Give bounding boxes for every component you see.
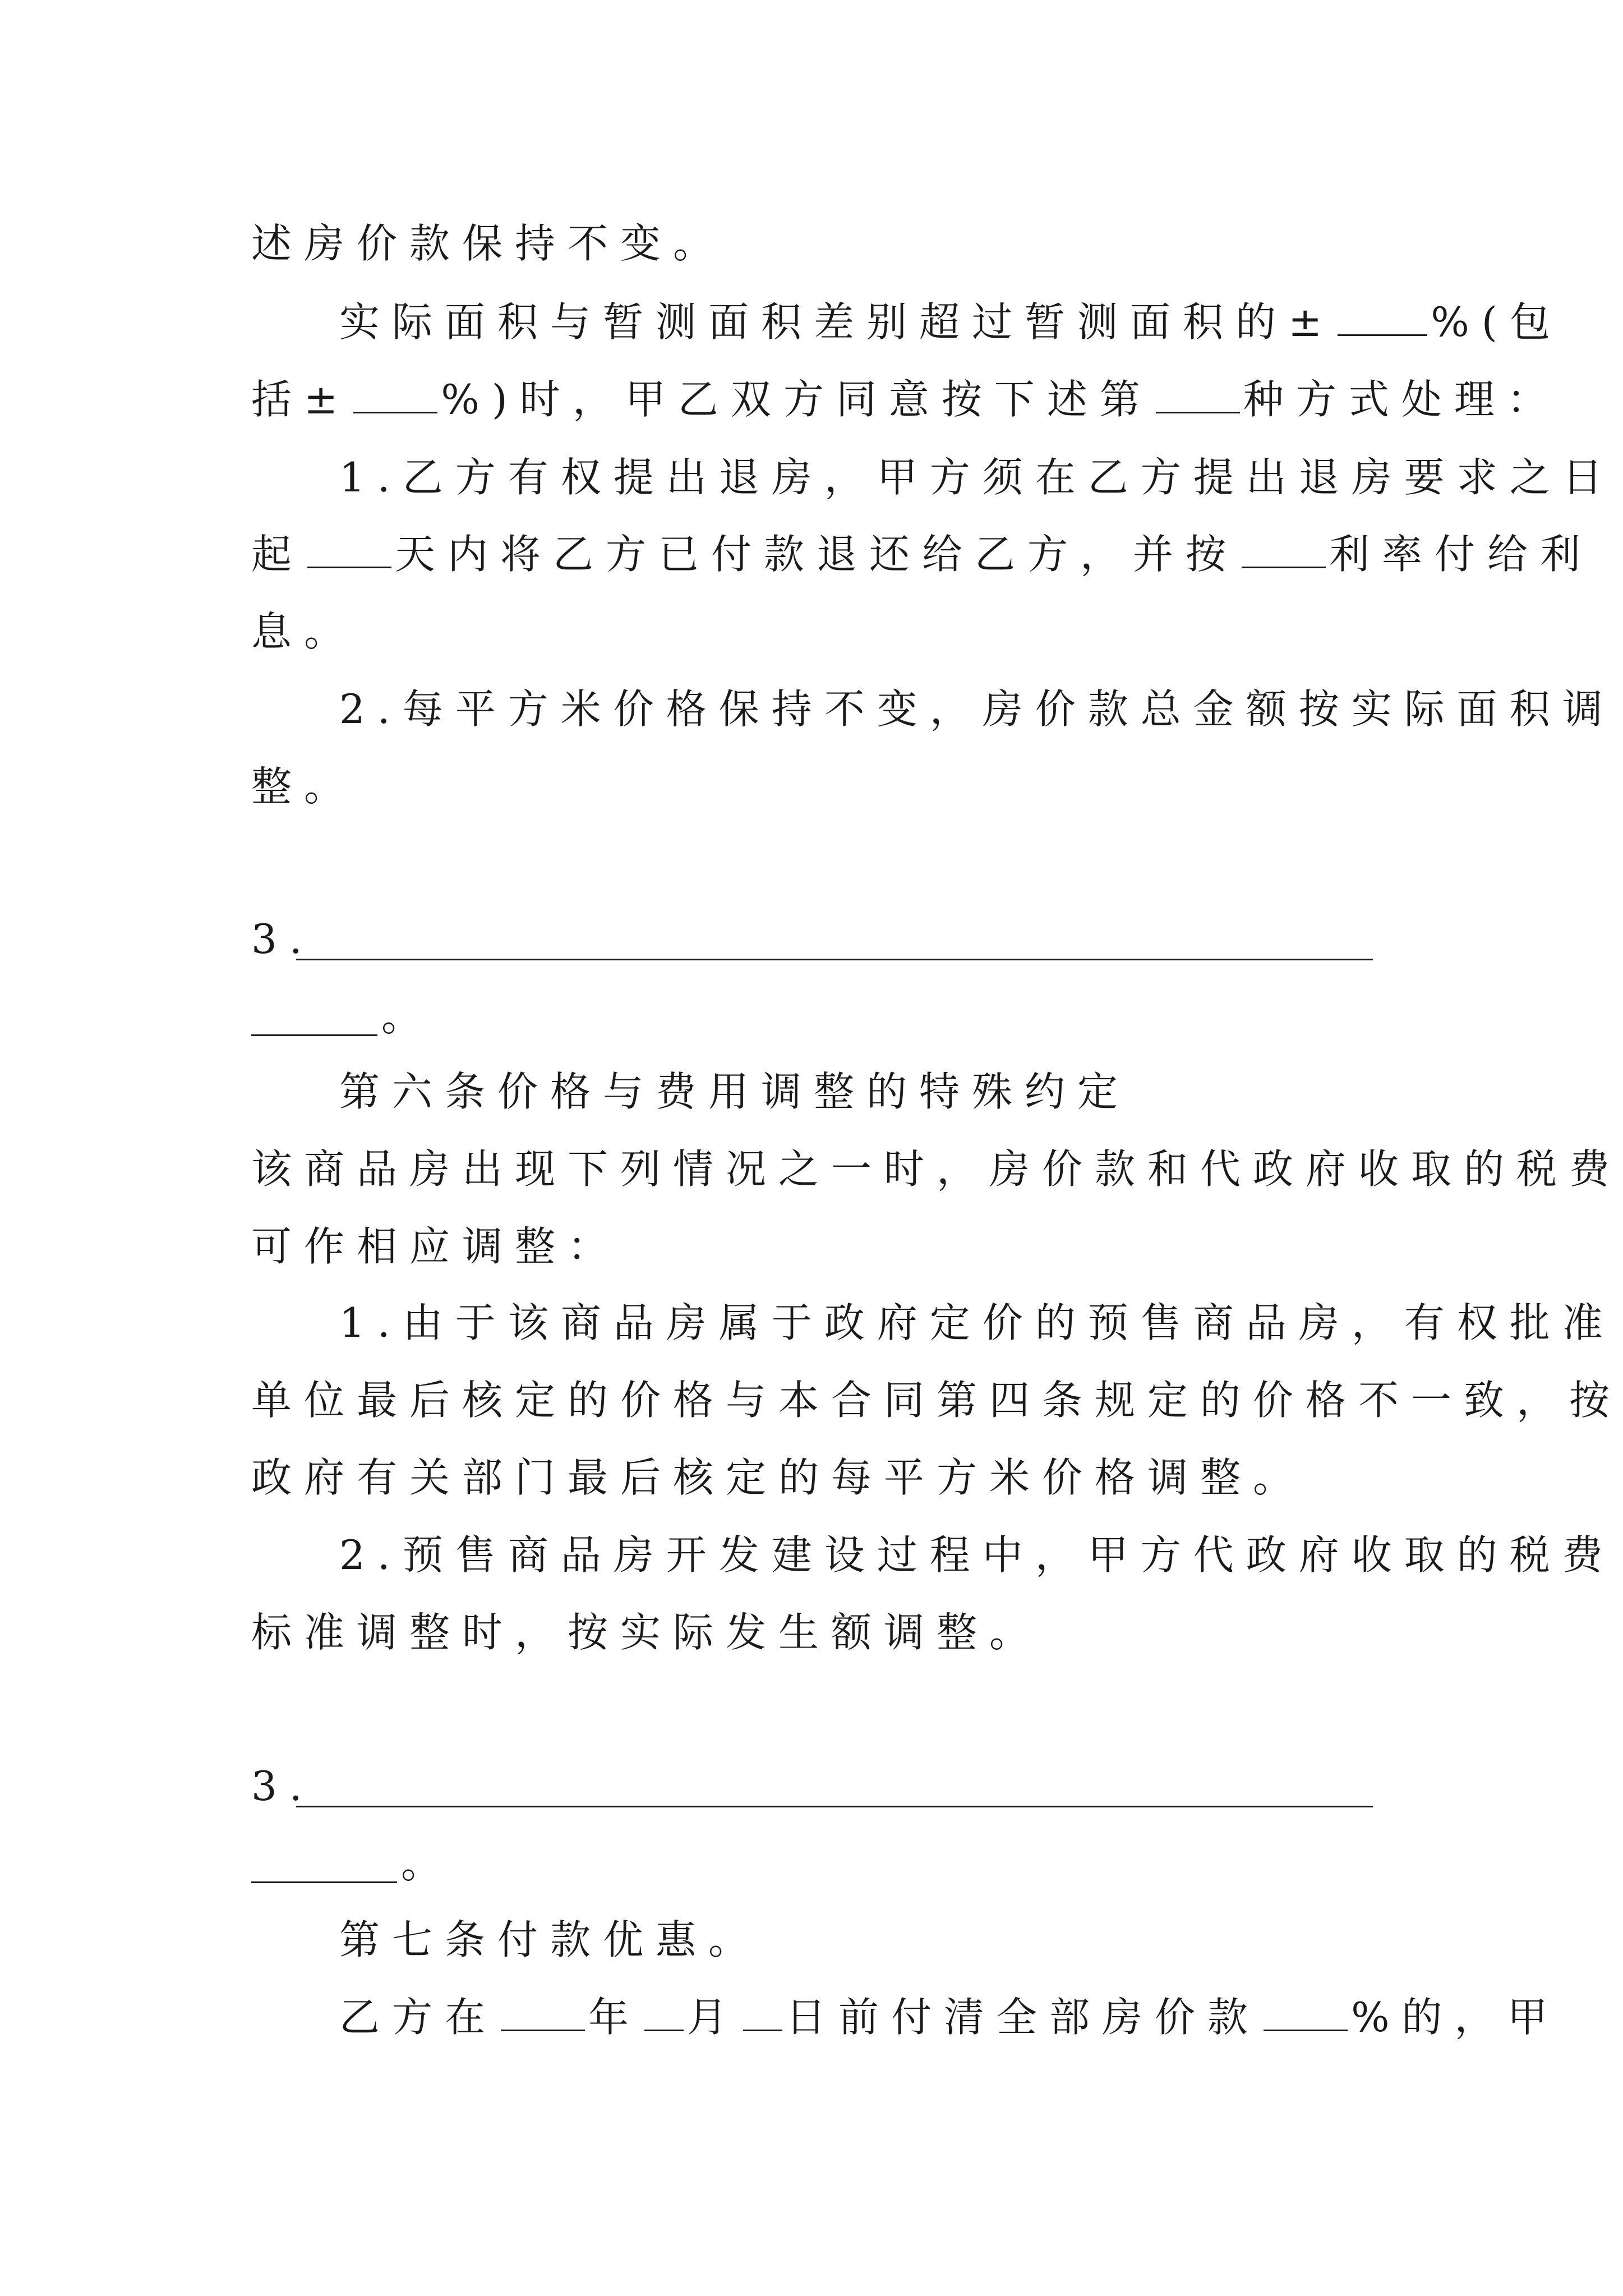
fill-blank[interactable] bbox=[743, 2029, 782, 2031]
text-segment: 天内将乙方已付款退还给乙方，并按 bbox=[395, 531, 1239, 578]
text-line bbox=[251, 1145, 1622, 1193]
text-segment: %)时，甲乙双方同意按下述第 bbox=[441, 376, 1152, 423]
text-segment: 标准调整时，按实际发生额调整。 bbox=[251, 1609, 1043, 1656]
text-line bbox=[339, 1299, 1615, 1346]
section-heading bbox=[339, 1916, 762, 1963]
text-line bbox=[251, 220, 726, 267]
fill-blank[interactable] bbox=[1264, 2029, 1348, 2031]
text-line bbox=[339, 685, 1615, 733]
text-line bbox=[339, 454, 1615, 501]
text-segment: 起 bbox=[251, 531, 305, 578]
fill-blank-long[interactable] bbox=[296, 1805, 1373, 1807]
text-line bbox=[401, 1840, 454, 1887]
text-segment: 日前付清全部房价款 bbox=[786, 1994, 1261, 2041]
text-segment: 政府有关部门最后核定的每平方米价格调整。 bbox=[251, 1454, 1306, 1501]
text-segment: 括± bbox=[251, 376, 351, 423]
text-segment: 。 bbox=[381, 993, 435, 1040]
text-line bbox=[251, 1454, 1306, 1501]
fill-blank[interactable] bbox=[1156, 411, 1240, 413]
fill-blank[interactable] bbox=[1338, 334, 1427, 336]
text-segment: 2.每平方米价格保持不变，房价款总金额按实际面积调 bbox=[339, 685, 1615, 733]
text-segment: 第六条价格与费用调整的特殊约定 bbox=[339, 1068, 1131, 1115]
fill-blank[interactable] bbox=[353, 411, 437, 413]
text-segment: 月 bbox=[687, 1994, 740, 2041]
item-number: 3. bbox=[251, 1763, 315, 1810]
section-heading bbox=[339, 1068, 1131, 1115]
text-line bbox=[251, 915, 315, 963]
text-line bbox=[251, 531, 1593, 578]
text-line bbox=[339, 1531, 1615, 1579]
text-segment: 。 bbox=[401, 1840, 454, 1887]
text-segment: 单位最后核定的价格与本合同第四条规定的价格不一致，按 bbox=[251, 1377, 1622, 1424]
text-segment: 该商品房出现下列情况之一时，房价款和代政府收取的税费 bbox=[251, 1145, 1622, 1193]
text-line bbox=[251, 608, 357, 655]
fill-blank[interactable] bbox=[251, 1881, 397, 1883]
text-segment: 2.预售商品房开发建设过程中，甲方代政府收取的税费 bbox=[339, 1531, 1615, 1579]
text-segment: 乙方在 bbox=[339, 1994, 498, 2041]
text-line bbox=[381, 993, 435, 1040]
text-segment: %(包 bbox=[1431, 298, 1562, 346]
text-segment: 实际面积与暂测面积差别超过暂测面积的± bbox=[339, 298, 1335, 346]
text-segment: 1.乙方有权提出退房，甲方须在乙方提出退房要求之日 bbox=[339, 454, 1615, 501]
text-segment: 可作相应调整： bbox=[251, 1223, 621, 1270]
text-line bbox=[339, 298, 1562, 346]
text-line bbox=[251, 1223, 621, 1270]
fill-blank[interactable] bbox=[1242, 566, 1326, 568]
item-number: 3. bbox=[251, 915, 315, 963]
text-segment: 种方式处理： bbox=[1243, 376, 1560, 423]
text-segment: 1.由于该商品房属于政府定价的预售商品房，有权批准 bbox=[339, 1299, 1615, 1346]
text-line bbox=[251, 763, 357, 810]
text-line bbox=[251, 1377, 1622, 1424]
text-segment: 整。 bbox=[251, 763, 357, 810]
fill-blank[interactable] bbox=[644, 2029, 684, 2031]
text-segment: 述房价款保持不变。 bbox=[251, 220, 726, 267]
text-line bbox=[339, 1994, 1560, 2041]
fill-blank[interactable] bbox=[501, 2029, 585, 2031]
text-segment: 息。 bbox=[251, 608, 357, 655]
fill-blank[interactable] bbox=[307, 566, 391, 568]
text-segment: 利率付给利 bbox=[1329, 531, 1593, 578]
text-line bbox=[251, 1609, 1043, 1656]
text-segment: 第七条付款优惠。 bbox=[339, 1916, 762, 1963]
text-line bbox=[251, 376, 1560, 423]
fill-blank[interactable] bbox=[251, 1034, 377, 1036]
fill-blank-long[interactable] bbox=[296, 958, 1373, 960]
text-segment: 年 bbox=[588, 1994, 642, 2041]
text-line bbox=[251, 1763, 315, 1810]
text-segment: %的，甲 bbox=[1351, 1994, 1560, 2041]
